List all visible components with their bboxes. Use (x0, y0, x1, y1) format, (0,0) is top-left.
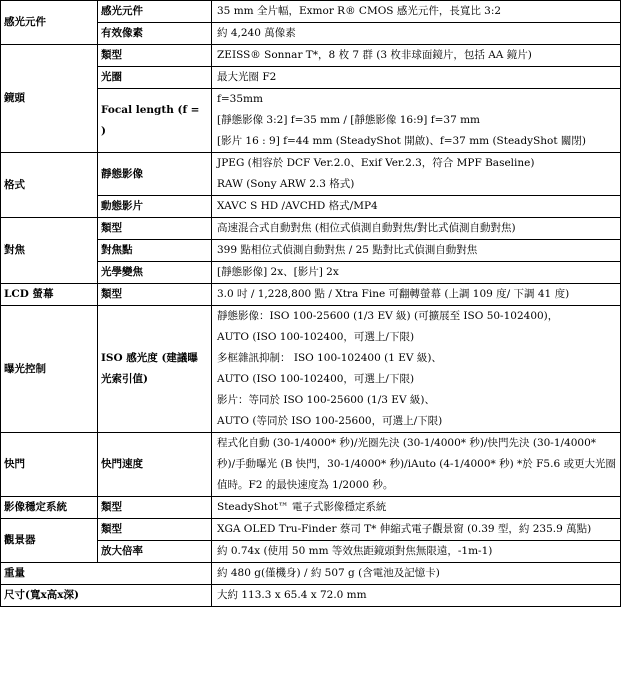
value-line: 約 480 g(僅機身) / 約 507 g (含電池及記憶卡) (217, 567, 440, 579)
value-cell (212, 23, 621, 45)
value-line: AUTO (等同於 ISO 100-25600，可選上/下限) (217, 415, 443, 427)
value-line: [靜態影像 3:2] f=35 mm / [靜態影像 16:9] f=37 mm (217, 114, 481, 126)
value-line: JPEG (相容於 DCF Ver.2.0、Exif Ver.2.3，符合 MPF Baseline) (217, 157, 535, 169)
category-cell: 影像穩定系統 (1, 497, 98, 519)
value-line: AUTO (ISO 100-102400，可選上/下限) (217, 331, 415, 343)
value-line: 約 4,240 萬像素 (217, 27, 296, 39)
category-cell: 快門 (1, 433, 98, 497)
category-cell: 格式 (1, 153, 98, 218)
table-row (1, 563, 621, 585)
subcategory-cell: 動態影片 (98, 196, 212, 218)
value-line: 程式化自動 (30-1/4000* 秒)/光圈先決 (30-1/4000* 秒)/快門先決 (30-1/4000* 秒)/手動曝光 (B 快門，30-1/4000* 秒)/iAuto (4-1/4000* 秒) *於 F5.6 或更大光圈值時。F2 的最快速度為 1/2000 秒。 (217, 437, 616, 491)
table-row (1, 497, 621, 519)
value-cell (212, 1, 621, 23)
subcategory-cell: 快門速度 (98, 433, 212, 497)
value-line: [影片 16 : 9] f=44 mm (SteadyShot 開啟)、f=37 mm (SteadyShot 關閉) (217, 135, 587, 147)
subcategory-cell: 類型 (98, 497, 212, 519)
value-cell (212, 541, 621, 563)
value-cell (212, 433, 621, 497)
value-cell (212, 153, 621, 196)
value-cell (212, 89, 621, 153)
subcategory-cell: 靜態影像 (98, 153, 212, 196)
value-line: XGA OLED Tru-Finder 蔡司 T* 伸縮式電子觀景窗 (0.39 型，約 235.9 萬點) (217, 523, 592, 535)
subcategory-cell: 類型 (98, 45, 212, 67)
subcategory-cell: 光學變焦 (98, 262, 212, 284)
category-cell: 感光元件 (1, 1, 98, 45)
value-line: f=35mm (217, 93, 263, 105)
value-cell (212, 284, 621, 306)
category-cell: 重量 (1, 563, 212, 585)
subcategory-cell: 有效像素 (98, 23, 212, 45)
value-line: 399 點相位式偵測自動對焦 / 25 點對比式偵測自動對焦 (217, 244, 478, 256)
category-cell: 曝光控制 (1, 306, 98, 433)
value-line: RAW (Sony ARW 2.3 格式) (217, 178, 355, 190)
subcategory-cell: Focal length (f = ) (98, 89, 212, 153)
category-cell: 鏡頭 (1, 45, 98, 153)
subcategory-cell: 感光元件 (98, 1, 212, 23)
table-row (1, 153, 621, 196)
table-row (1, 585, 621, 607)
value-cell (212, 67, 621, 89)
subcategory-cell: 類型 (98, 218, 212, 240)
value-cell (212, 519, 621, 541)
value-cell (212, 497, 621, 519)
value-cell (212, 45, 621, 67)
value-line: 影片：等同於 ISO 100-25600 (1/3 EV 級)、 (217, 394, 435, 406)
table-row (1, 306, 621, 433)
subcategory-cell: 類型 (98, 519, 212, 541)
value-cell (212, 196, 621, 218)
value-cell (212, 563, 621, 585)
value-line: 靜態影像：ISO 100-25600 (1/3 EV 級) (可擴展至 ISO 50-102400)， (217, 310, 559, 322)
value-line: 最大光圈 F2 (217, 71, 277, 83)
table-row (1, 433, 621, 497)
value-cell (212, 585, 621, 607)
category-cell: 對焦 (1, 218, 98, 284)
table-row (1, 1, 621, 23)
table-row (1, 218, 621, 240)
value-line: 3.0 吋 / 1,228,800 點 / Xtra Fine 可翻轉螢幕 (上調 109 度/ 下調 41 度) (217, 288, 570, 300)
table-row (1, 519, 621, 541)
value-line: 多框雜訊抑制： ISO 100-102400 (1 EV 級)、 (217, 352, 442, 364)
value-line: AUTO (ISO 100-102400，可選上/下限) (217, 373, 415, 385)
table-row (1, 284, 621, 306)
value-line: SteadyShot™ 電子式影像穩定系統 (217, 501, 387, 513)
value-cell (212, 306, 621, 433)
subcategory-cell: ISO 感光度 (建議曝光索引值) (98, 306, 212, 433)
category-cell: 觀景器 (1, 519, 98, 563)
value-line: 大約 113.3 x 65.4 x 72.0 mm (217, 589, 367, 601)
subcategory-cell: 對焦點 (98, 240, 212, 262)
value-line: 約 0.74x (使用 50 mm 等效焦距鏡頭對焦無限遠，-1m-1) (217, 545, 493, 557)
value-line: [靜態影像] 2x、[影片] 2x (217, 266, 339, 278)
value-cell (212, 262, 621, 284)
value-line: 高速混合式自動對焦 (相位式偵測自動對焦/對比式偵測自動對焦) (217, 222, 516, 234)
table-row (1, 45, 621, 67)
category-cell: 尺寸(寬x高x深) (1, 585, 212, 607)
value-line: XAVC S HD /AVCHD 格式/MP4 (217, 200, 378, 212)
value-cell (212, 218, 621, 240)
value-cell (212, 240, 621, 262)
category-cell: LCD 螢幕 (1, 284, 98, 306)
value-line: 35 mm 全片幅，Exmor R® CMOS 感光元件，長寬比 3:2 (217, 5, 502, 17)
subcategory-cell: 放大倍率 (98, 541, 212, 563)
value-line: ZEISS® Sonnar T*，8 枚 7 群 (3 枚非球面鏡片，包括 AA 鏡片) (217, 49, 532, 61)
subcategory-cell: 光圈 (98, 67, 212, 89)
subcategory-cell: 類型 (98, 284, 212, 306)
